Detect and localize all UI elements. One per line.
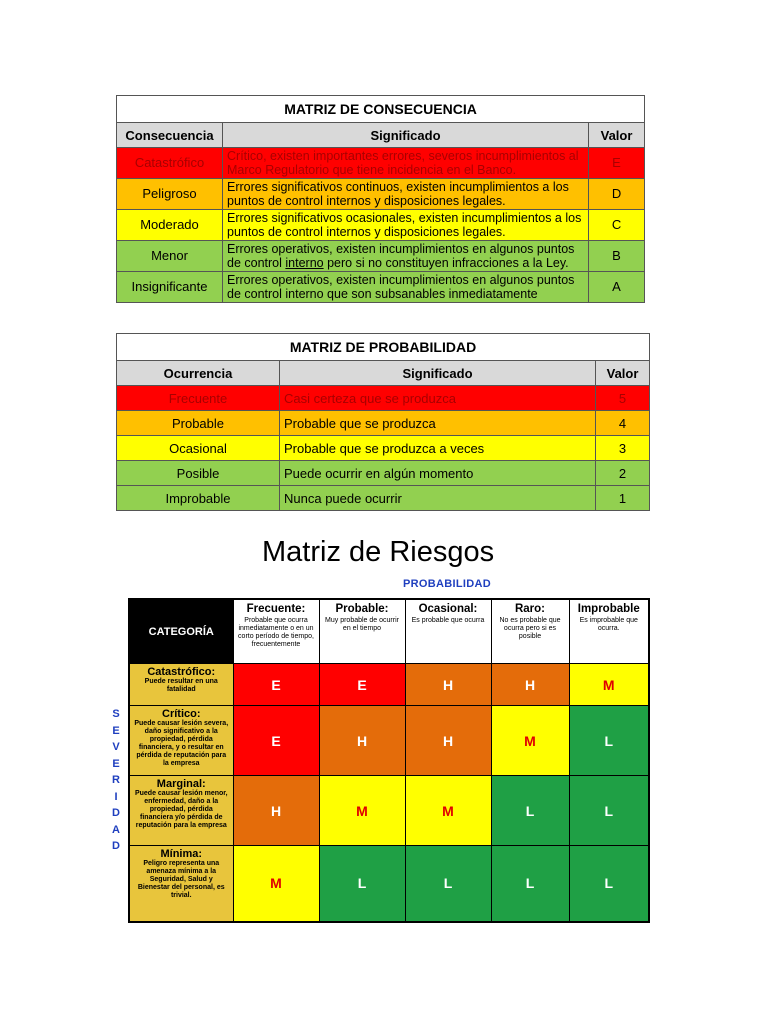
severity-row-header: [129, 846, 233, 922]
risk-level-cell: H: [233, 776, 319, 846]
meaning-part: pero si no constituyen infracciones a la Ley.: [323, 256, 569, 270]
severity-letter: D: [112, 840, 120, 852]
meaning-underlined: interno: [285, 256, 324, 270]
consequence-meaning: Errores significativos continuos, existen incumplimientos a los puntos de control internos y disposiciones legales.: [223, 179, 589, 210]
severity-letter: I: [114, 790, 118, 803]
severity-letter: A: [112, 823, 120, 836]
probability-meaning: Probable que se produzca: [280, 411, 596, 436]
risk-level-cell: E: [233, 706, 319, 776]
severity-row-header: [129, 776, 233, 846]
risk-level-cell: L: [491, 846, 569, 922]
risk-level-cell: H: [319, 706, 405, 776]
probability-header-3: Valor: [596, 361, 650, 386]
risk-level-cell: M: [233, 846, 319, 922]
row-description: Puede resultar en una fatalidad: [144, 678, 218, 693]
consequence-meaning: Errores significativos ocasionales, existen incumplimientos a los puntos de control internos y disposiciones legales.: [223, 210, 589, 241]
severity-letter: E: [112, 757, 120, 770]
risk-level-cell: H: [491, 664, 569, 706]
severity-row-header: [129, 664, 233, 706]
severity-letter: E: [112, 724, 120, 737]
risk-matrix-title: Matriz de Riesgos: [262, 536, 495, 568]
row-name: Marginal:: [156, 778, 206, 790]
probability-column-header: [319, 599, 405, 664]
consequence-title: MATRIZ DE CONSECUENCIA: [117, 96, 645, 123]
consequence-meaning: Errores operativos, existen incumplimientos en algunos puntos de control interno que son subsanables inmediatamente: [223, 272, 589, 303]
consequence-header-3: Valor: [589, 123, 645, 148]
column-description: Probable que ocurra inmediatamente o en un corto período de tiempo, frecuentemente: [238, 617, 314, 648]
probability-value: 1: [596, 486, 650, 511]
risk-level-cell: H: [405, 706, 491, 776]
probability-value: 5: [596, 386, 650, 411]
probability-column-header: [491, 599, 569, 664]
probability-value: 3: [596, 436, 650, 461]
consequence-name: Catastrófico: [117, 148, 223, 179]
consequence-name: Insignificante: [117, 272, 223, 303]
probability-value: 4: [596, 411, 650, 436]
consequence-name: Moderado: [117, 210, 223, 241]
consequence-value: A: [589, 272, 645, 303]
risk-level-cell: L: [405, 846, 491, 922]
column-name: Raro:: [514, 603, 546, 615]
risk-level-cell: E: [319, 664, 405, 706]
probability-name: Posible: [117, 461, 280, 486]
probability-meaning: Casi certeza que se produzca: [280, 386, 596, 411]
risk-level-cell: L: [319, 846, 405, 922]
risk-level-cell: L: [569, 706, 649, 776]
table-row: [117, 486, 650, 511]
risk-level-cell: E: [233, 664, 319, 706]
severity-letter: V: [112, 741, 120, 753]
consequence-value: D: [589, 179, 645, 210]
column-name: Probable:: [335, 603, 389, 615]
probability-name: Ocasional: [117, 436, 280, 461]
column-name: Improbable: [577, 603, 640, 615]
probability-meaning: Puede ocurrir en algún momento: [280, 461, 596, 486]
risk-level-cell: H: [405, 664, 491, 706]
consequence-name: Menor: [117, 241, 223, 272]
severity-letter: S: [112, 708, 120, 720]
consequence-name: Peligroso: [117, 179, 223, 210]
row-description: Puede causar lesión menor, enfermedad, daño a la propiedad, pérdida financiera y/o pérdida de reputación para la empresa: [134, 790, 228, 829]
probability-meaning: Probable que se produzca a veces: [280, 436, 596, 461]
meaning-part: Errores operativos, existen incumplimientos en algunos puntos de control: [227, 242, 575, 270]
row-name: Mínima:: [160, 848, 203, 860]
column-description: Muy probable de ocurrir en el tiempo: [325, 617, 399, 632]
probability-column-header: [233, 599, 319, 664]
probability-column-header: [405, 599, 491, 664]
severity-letter: D: [112, 807, 120, 819]
probability-axis-label: PROBABILIDAD: [403, 578, 491, 590]
table-row: [117, 436, 650, 461]
row-name: Crítico:: [162, 708, 201, 720]
column-description: No es probable que ocurra pero si es posible: [499, 617, 561, 640]
table-row: [129, 664, 649, 706]
table-row: [117, 411, 650, 436]
consequence-header-1: Consecuencia: [117, 123, 223, 148]
consequence-meaning: Crítico, existen importantes errores, severos incumplimientos al Marco Regulatorio que tiene incidencia en el Banco.: [223, 148, 589, 179]
table-row: [129, 776, 649, 846]
probability-matrix: [116, 333, 650, 511]
consequence-value: B: [589, 241, 645, 272]
table-row: [117, 148, 645, 179]
probability-meaning: Nunca puede ocurrir: [280, 486, 596, 511]
probability-title: MATRIZ DE PROBABILIDAD: [117, 334, 650, 361]
risk-level-cell: M: [569, 664, 649, 706]
table-row: [117, 210, 645, 241]
severity-letter: R: [112, 774, 120, 786]
risk-matrix: [128, 598, 650, 923]
risk-level-cell: M: [491, 706, 569, 776]
probability-value: 2: [596, 461, 650, 486]
risk-level-cell: L: [569, 846, 649, 922]
probability-column-header: [569, 599, 649, 664]
category-header: CATEGORÍA: [129, 599, 233, 664]
column-name: Frecuente:: [246, 603, 306, 615]
risk-level-cell: L: [491, 776, 569, 846]
column-description: Es probable que ocurra: [411, 617, 485, 624]
table-row: [117, 461, 650, 486]
severity-axis-label: [109, 706, 123, 855]
consequence-meaning: [223, 241, 589, 272]
table-row: [117, 272, 645, 303]
probability-header-1: Ocurrencia: [117, 361, 280, 386]
row-description: Peligro representa una amenaza mínima a la Seguridad, Salud y Bienestar del personal, es trivial.: [137, 860, 225, 899]
table-row: [129, 706, 649, 776]
table-row: [117, 386, 650, 411]
table-row: [129, 846, 649, 922]
severity-row-header: [129, 706, 233, 776]
column-name: Ocasional:: [418, 603, 478, 615]
risk-level-cell: L: [569, 776, 649, 846]
probability-name: Probable: [117, 411, 280, 436]
probability-name: Frecuente: [117, 386, 280, 411]
consequence-value: C: [589, 210, 645, 241]
consequence-value: E: [589, 148, 645, 179]
table-row: [117, 241, 645, 272]
table-row: [117, 179, 645, 210]
probability-header-2: Significado: [280, 361, 596, 386]
column-description: Es improbable que ocurra.: [579, 617, 638, 632]
risk-level-cell: M: [319, 776, 405, 846]
probability-name: Improbable: [117, 486, 280, 511]
consequence-header-2: Significado: [223, 123, 589, 148]
consequence-matrix: [116, 95, 645, 303]
row-description: Puede causar lesión severa, daño significativo a la propiedad, pérdida financiera, y o resultar en pérdida de reputación para la empresa: [134, 720, 229, 767]
risk-level-cell: M: [405, 776, 491, 846]
row-name: Catastrófico:: [147, 666, 216, 678]
